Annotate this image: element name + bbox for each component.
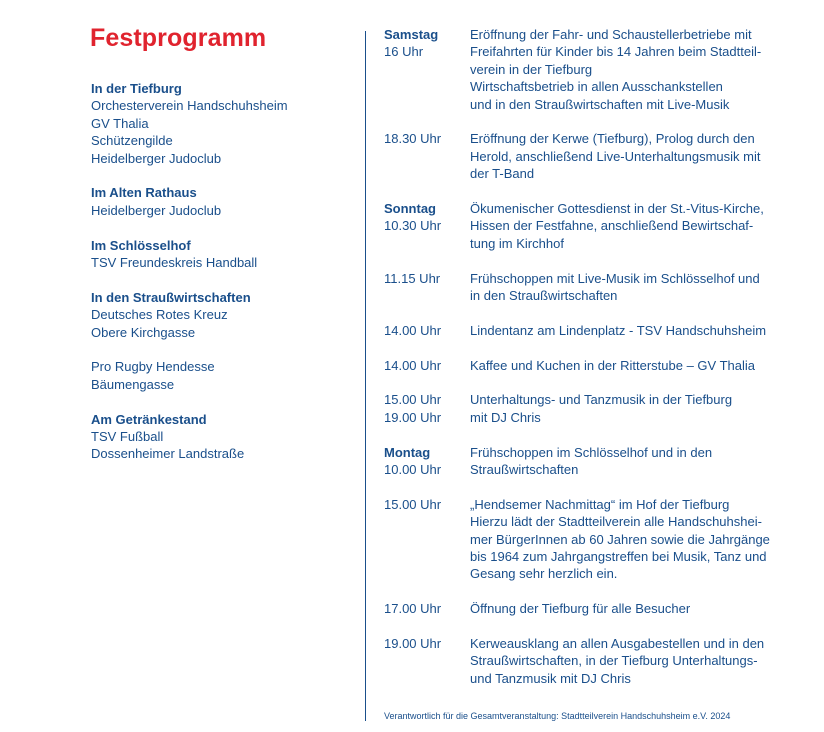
- schedule-time-col: [384, 600, 470, 617]
- schedule-row: [384, 496, 794, 583]
- venue-block: [91, 237, 351, 272]
- schedule-description: [470, 600, 794, 617]
- schedule-description-line: mit DJ Chris: [470, 409, 541, 425]
- schedule-description-line: Hissen der Festfahne, anschließend Bewirtschaf-: [470, 218, 754, 234]
- schedule-time: 10.30 Uhr: [384, 218, 442, 234]
- venue-heading: Am Getränkestand: [91, 411, 207, 427]
- schedule-row: [384, 200, 794, 252]
- schedule-time: 16 Uhr: [384, 44, 424, 60]
- venue-heading: In der Tiefburg: [91, 81, 182, 96]
- schedule-time-col: [384, 496, 470, 513]
- schedule-description-line: Herold, anschließend Live-Unterhaltungsmusik mit: [470, 148, 761, 164]
- schedule-time: 15.00 Uhr: [384, 392, 442, 408]
- schedule-time: 17.00 Uhr: [384, 601, 442, 617]
- schedule-row: [384, 635, 794, 687]
- schedule-description-line: und in den Straußwirtschaften mit Live-Musik: [470, 96, 730, 112]
- schedule-description-line: Frühschoppen im Schlösselhof und in den: [470, 444, 713, 460]
- schedule-time-col: [384, 322, 470, 339]
- schedule-description-line: Öffnung der Tiefburg für alle Besucher: [470, 601, 691, 617]
- schedule-description-line: Lindentanz am Lindenplatz - TSV Handschuhsheim: [470, 322, 767, 338]
- schedule-time: 19.00 Uhr: [384, 409, 442, 425]
- schedule-description-line: Gesang sehr herzlich ein.: [470, 566, 618, 582]
- venue-heading: In den Straußwirtschaften: [91, 289, 251, 305]
- schedule-row: [384, 322, 794, 339]
- venue-block: [91, 289, 351, 341]
- schedule-description-line: Wirtschaftsbetrieb in allen Ausschankstellen: [470, 79, 723, 95]
- schedule-row: [384, 444, 794, 479]
- schedule-time-col: [384, 130, 470, 147]
- schedule-description: [470, 635, 794, 687]
- venue-heading: Im Schlösselhof: [91, 237, 191, 253]
- schedule-time-col: [384, 444, 470, 479]
- schedule-description: [470, 391, 794, 426]
- schedule-list: [384, 26, 794, 687]
- schedule-row: [384, 26, 794, 113]
- schedule-description: [470, 26, 794, 113]
- schedule-description-line: der T-Band: [470, 166, 535, 182]
- schedule-description: [470, 322, 794, 339]
- venue-line: TSV Freundeskreis Handball: [91, 255, 258, 271]
- schedule-row: [384, 391, 794, 426]
- venue-line: Heidelberger Judoclub: [91, 150, 222, 166]
- schedule-day: Sonntag: [384, 201, 436, 217]
- venue-line: Heidelberger Judoclub: [91, 202, 222, 218]
- schedule-row: [384, 270, 794, 305]
- venue-line: Orchesterverein Handschuhsheim: [91, 98, 288, 114]
- schedule-time: 10.00 Uhr: [384, 462, 442, 478]
- venue-line: Bäumengasse: [91, 376, 175, 392]
- venue-line: Deutsches Rotes Kreuz: [91, 307, 228, 323]
- schedule-description: [470, 496, 794, 583]
- schedule-description: [470, 130, 794, 182]
- schedule-row: [384, 600, 794, 617]
- venue-block: [91, 411, 351, 463]
- venue-heading: Im Alten Rathaus: [91, 185, 197, 201]
- schedule-day: Montag: [384, 444, 431, 460]
- schedule-description-line: Kaffee und Kuchen in der Ritterstube – GV Thalia: [470, 357, 755, 373]
- column-divider: [365, 31, 366, 721]
- schedule-time-col: [384, 635, 470, 652]
- venue-block: [91, 358, 351, 393]
- schedule-description-line: bis 1964 zum Jahrgangstreffen bei Musik, Tanz und: [470, 549, 767, 565]
- schedule-description-line: Eröffnung der Fahr- und Schaustellerbetriebe mit: [470, 27, 752, 42]
- venue-line: Dossenheimer Landstraße: [91, 446, 245, 462]
- schedule-description-line: Eröffnung der Kerwe (Tiefburg), Prolog durch den: [470, 131, 755, 147]
- schedule-description-line: „Hendsemer Nachmittag“ im Hof der Tiefburg: [470, 496, 730, 512]
- schedule-description-line: Frühschoppen mit Live-Musik im Schlösselhof und: [470, 270, 760, 286]
- schedule-description-line: in den Straußwirtschaften: [470, 288, 618, 304]
- venue-line: TSV Fußball: [91, 429, 164, 445]
- schedule-time: 18.30 Uhr: [384, 131, 442, 147]
- schedule-description-line: und Tanzmusik mit DJ Chris: [470, 670, 631, 686]
- schedule-time-col: [384, 200, 470, 235]
- schedule-description-line: verein in der Tiefburg: [470, 61, 593, 77]
- schedule-time-col: [384, 357, 470, 374]
- venue-list: [91, 80, 351, 480]
- schedule-time-col: [384, 270, 470, 287]
- schedule-description-line: Straußwirtschaften: [470, 462, 579, 478]
- schedule-description-line: mer BürgerInnen ab 60 Jahren sowie die Jahrgänge: [470, 531, 770, 547]
- schedule-description: [470, 357, 794, 374]
- footer-credit: Verantwortlich für die Gesamtveranstaltung: Stadtteilverein Handschuhsheim e.V. 2024: [384, 711, 731, 721]
- schedule-time: 11.15 Uhr: [384, 270, 441, 286]
- venue-line: Schützengilde: [91, 133, 173, 149]
- venue-line: Obere Kirchgasse: [91, 324, 196, 340]
- schedule-day: Samstag: [384, 27, 439, 42]
- schedule-time: 19.00 Uhr: [384, 636, 442, 652]
- page-title: Festprogramm: [90, 24, 267, 52]
- schedule-time-col: [384, 391, 470, 426]
- schedule-description: [470, 444, 794, 479]
- schedule-description-line: Straußwirtschaften, in der Tiefburg Unterhaltungs-: [470, 653, 758, 669]
- schedule-description-line: tung im Kirchhof: [470, 235, 564, 251]
- schedule-time: 14.00 Uhr: [384, 357, 442, 373]
- venue-line: GV Thalia: [91, 115, 149, 131]
- schedule-row: [384, 130, 794, 182]
- venue-block: [91, 184, 351, 219]
- schedule-description-line: Unterhaltungs- und Tanzmusik in der Tiefburg: [470, 392, 733, 408]
- schedule-description: [470, 200, 794, 252]
- schedule-description: [470, 270, 794, 305]
- venue-line: Pro Rugby Hendesse: [91, 359, 215, 375]
- schedule-row: [384, 357, 794, 374]
- schedule-description-line: Kerweausklang an allen Ausgabestellen und in den: [470, 636, 765, 652]
- venue-block: [91, 80, 351, 167]
- schedule-time: 14.00 Uhr: [384, 322, 442, 338]
- schedule-time-col: [384, 26, 470, 61]
- schedule-description-line: Ökumenischer Gottesdienst in der St.-Vitus-Kirche,: [470, 201, 764, 217]
- schedule-time: 15.00 Uhr: [384, 496, 442, 512]
- schedule-description-line: Freifahrten für Kinder bis 14 Jahren beim Stadtteil-: [470, 44, 762, 60]
- schedule-description-line: Hierzu lädt der Stadtteilverein alle Handschuhshei-: [470, 514, 762, 530]
